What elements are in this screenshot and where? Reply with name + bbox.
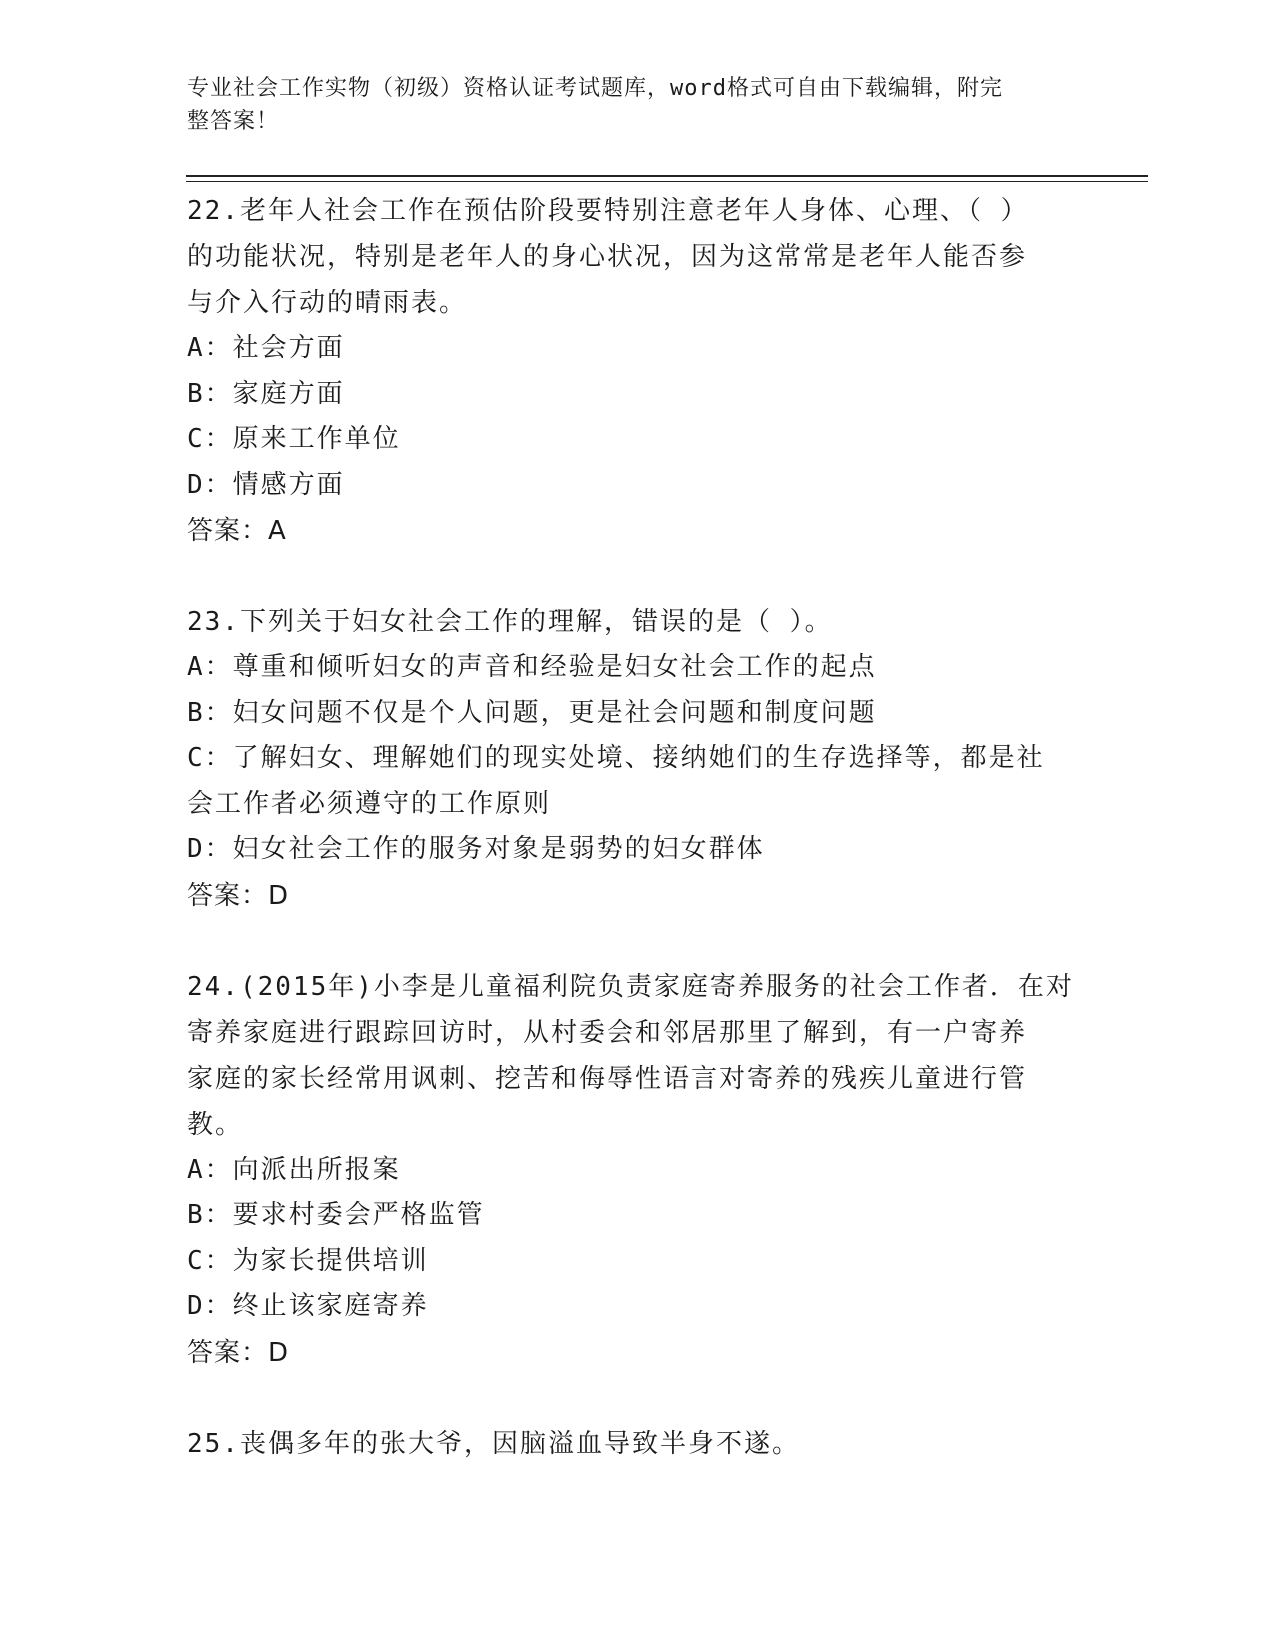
question-list <box>187 188 1087 1467</box>
header-divider-thick <box>186 175 1148 177</box>
option-a: A：向派出所报案 <box>187 1154 401 1185</box>
question-stem-line: 24.(2015年)小李是儿童福利院负责家庭寄养服务的社会工作者．在对 <box>187 971 1074 1002</box>
option-c: C：了解妇女、理解她们的现实处境、接纳她们的生存选择等，都是社 <box>187 743 1045 773</box>
option-c: C：为家长提供培训 <box>187 1245 429 1276</box>
option-b: B：家庭方面 <box>187 378 345 409</box>
option-d: D：终止该家庭寄养 <box>187 1291 429 1321</box>
question-stem-line: 22.老年人社会工作在预估阶段要特别注意老年人身体、心理、（ ） <box>187 196 1029 226</box>
option-b: B：妇女问题不仅是个人问题，更是社会问题和制度问题 <box>187 697 877 728</box>
option-a: A：社会方面 <box>187 333 345 363</box>
question-stem-line: 寄养家庭进行跟踪回访时，从村委会和邻居那里了解到，有一户寄养 <box>187 1017 1028 1048</box>
header-line-2: 整答案！ <box>187 109 280 134</box>
answer-line: 答案：D <box>187 1337 290 1368</box>
question-22 <box>187 188 1087 554</box>
option-d: D：情感方面 <box>187 469 345 500</box>
header-line-1: 专业社会工作实物（初级）资格认证考试题库，word格式可自由下载编辑，附完 <box>187 76 1003 101</box>
option-a: A：尊重和倾听妇女的声音和经验是妇女社会工作的起点 <box>187 652 877 682</box>
question-stem-line: 教。 <box>187 1109 244 1140</box>
question-25 <box>187 1421 1087 1467</box>
answer-line: 答案：A <box>187 516 287 546</box>
question-stem-line: 与介入行动的晴雨表。 <box>187 288 468 318</box>
question-23 <box>187 599 1087 919</box>
question-stem-line: 23.下列关于妇女社会工作的理解，错误的是（ ）。 <box>187 607 833 637</box>
option-d: D：妇女社会工作的服务对象是弱势的妇女群体 <box>187 834 765 864</box>
question-stem-line: 家庭的家长经常用讽刺、挖苦和侮辱性语言对寄养的残疾儿童进行管 <box>187 1063 1028 1094</box>
question-stem-line: 25.丧偶多年的张大爷，因脑溢血导致半身不遂。 <box>187 1428 800 1459</box>
option-c-continued: 会工作者必须遵守的工作原则 <box>187 788 552 819</box>
answer-line: 答案：D <box>187 880 290 911</box>
question-stem-line: 的功能状况，特别是老年人的身心状况，因为这常常是老年人能否参 <box>187 242 1028 272</box>
question-24 <box>187 964 1087 1376</box>
document-header <box>187 72 1067 138</box>
option-b: B：要求村委会严格监管 <box>187 1200 485 1230</box>
option-c: C：原来工作单位 <box>187 424 401 454</box>
header-divider-thin <box>186 181 1148 182</box>
